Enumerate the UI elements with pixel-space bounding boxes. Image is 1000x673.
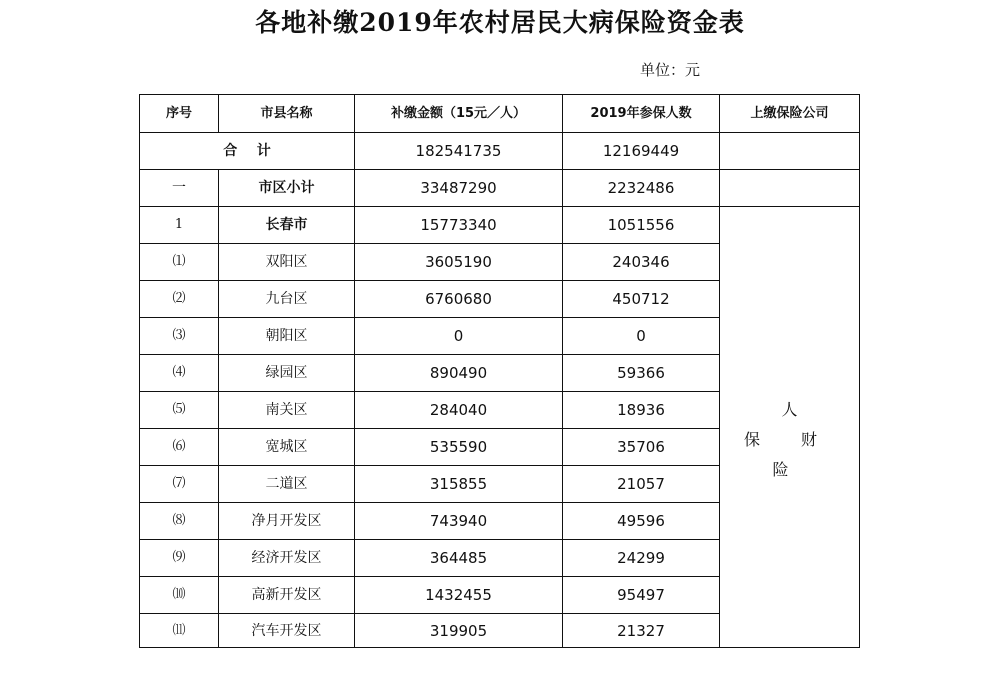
header-index: 序号 [140, 95, 219, 133]
row-index: ⑾ [140, 614, 219, 648]
table-row [140, 207, 860, 244]
total-row [140, 133, 860, 170]
row-name: 双阳区 [219, 244, 355, 281]
row-name: 二道区 [219, 466, 355, 503]
row-amount: 1432455 [355, 577, 563, 614]
company-cell [720, 207, 860, 648]
row-people: 18936 [563, 392, 720, 429]
company-name: 人 保 财 险 [743, 400, 836, 479]
total-people: 12169449 [563, 133, 720, 170]
row-amount: 6760680 [355, 281, 563, 318]
row-index: ⑼ [140, 540, 219, 577]
header-company: 上缴保险公司 [720, 95, 860, 133]
row-index: ⑸ [140, 392, 219, 429]
row-index: ⑵ [140, 281, 219, 318]
row-index: ⑺ [140, 466, 219, 503]
row-people: 59366 [563, 355, 720, 392]
row-amount: 315855 [355, 466, 563, 503]
row-name: 高新开发区 [219, 577, 355, 614]
urban-subtotal-row [140, 170, 860, 207]
row-people: 1051556 [563, 207, 720, 244]
row-amount: 890490 [355, 355, 563, 392]
table-header-row [140, 95, 860, 133]
total-amount: 182541735 [355, 133, 563, 170]
row-index: ⑻ [140, 503, 219, 540]
header-people: 2019年参保人数 [563, 95, 720, 133]
row-amount: 319905 [355, 614, 563, 648]
row-amount: 284040 [355, 392, 563, 429]
header-name: 市县名称 [219, 95, 355, 133]
total-company [720, 133, 860, 170]
subtotal-company [720, 170, 860, 207]
subtotal-amount: 33487290 [355, 170, 563, 207]
row-people: 450712 [563, 281, 720, 318]
insurance-fund-table [139, 94, 860, 648]
row-amount: 364485 [355, 540, 563, 577]
row-name: 九台区 [219, 281, 355, 318]
subtotal-name: 市区小计 [219, 170, 355, 207]
row-name: 宽城区 [219, 429, 355, 466]
row-people: 49596 [563, 503, 720, 540]
row-index: ⑷ [140, 355, 219, 392]
row-people: 95497 [563, 577, 720, 614]
subtotal-index: 一 [140, 170, 219, 207]
row-name: 南关区 [219, 392, 355, 429]
row-people: 0 [563, 318, 720, 355]
row-name: 绿园区 [219, 355, 355, 392]
row-amount: 0 [355, 318, 563, 355]
row-amount: 15773340 [355, 207, 563, 244]
row-name: 净月开发区 [219, 503, 355, 540]
page-title: 各地补缴2019年农村居民大病保险资金表 [255, 8, 745, 37]
row-index: ⑽ [140, 577, 219, 614]
header-amount: 补缴金额（15元／人） [355, 95, 563, 133]
row-index: ⑴ [140, 244, 219, 281]
row-index: ⑶ [140, 318, 219, 355]
row-people: 21057 [563, 466, 720, 503]
row-people: 35706 [563, 429, 720, 466]
row-name: 经济开发区 [219, 540, 355, 577]
row-index: ⑹ [140, 429, 219, 466]
row-people: 24299 [563, 540, 720, 577]
row-name: 朝阳区 [219, 318, 355, 355]
row-name: 汽车开发区 [219, 614, 355, 648]
row-amount: 535590 [355, 429, 563, 466]
row-people: 240346 [563, 244, 720, 281]
row-index: 1 [140, 207, 219, 244]
total-label: 合 计 [140, 133, 355, 170]
row-amount: 743940 [355, 503, 563, 540]
row-amount: 3605190 [355, 244, 563, 281]
unit-label: 单位：元 [640, 61, 701, 79]
row-people: 21327 [563, 614, 720, 648]
row-name: 长春市 [219, 207, 355, 244]
subtotal-people: 2232486 [563, 170, 720, 207]
